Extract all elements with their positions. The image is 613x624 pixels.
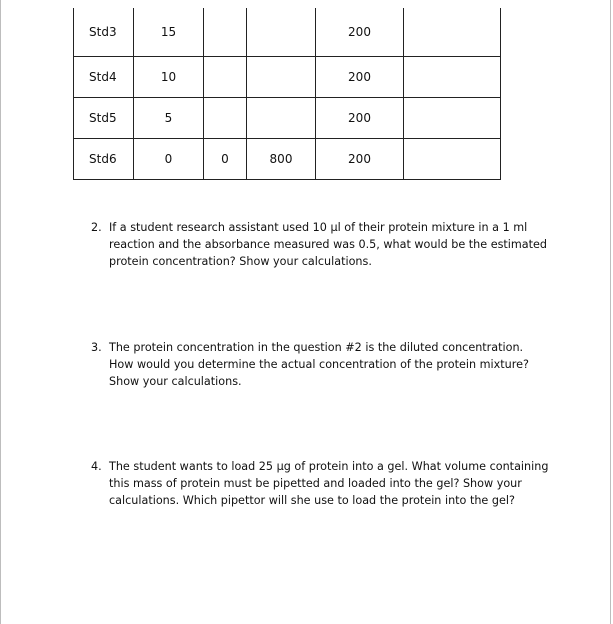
- table-cell: 200: [316, 139, 404, 180]
- table-cell: [247, 8, 316, 57]
- table-cell: [204, 98, 247, 139]
- table-cell: [404, 98, 501, 139]
- table-cell: [404, 57, 501, 98]
- question-4: [91, 458, 549, 509]
- question-number: 3.: [91, 341, 102, 354]
- table-row: [74, 57, 501, 98]
- question-text: The student wants to load 25 µg of protein into a gel. What volume containing this mass of protein must be pipetted and loaded into the gel? Show your calculations. Which pipettor will she use to load the protein into the gel?: [109, 460, 549, 507]
- table-cell: 200: [316, 57, 404, 98]
- table-cell: [204, 57, 247, 98]
- table-row: [74, 139, 501, 180]
- row-label: Std4: [74, 57, 134, 98]
- question-text: If a student research assistant used 10 µl of their protein mixture in a 1 ml reaction and the absorbance measured was 0.5, what would be the estimated protein concentration? Show your calculations.: [109, 221, 548, 268]
- table-row: [74, 98, 501, 139]
- table-cell: 200: [316, 8, 404, 57]
- question-number: 4.: [91, 460, 102, 473]
- standards-table: [73, 8, 501, 180]
- table-cell: 200: [316, 98, 404, 139]
- table-cell: 0: [204, 139, 247, 180]
- table-cell: 15: [134, 8, 204, 57]
- table-cell: 5: [134, 98, 204, 139]
- table-cell: 10: [134, 57, 204, 98]
- table-cell: 800: [247, 139, 316, 180]
- question-text: The protein concentration in the question #2 is the diluted concentration. How would you determine the actual concentration of the protein mixture? Show your calculations.: [109, 341, 529, 388]
- table-cell: [247, 57, 316, 98]
- table-cell: [404, 8, 501, 57]
- question-2: [91, 219, 549, 270]
- table-cell: [247, 98, 316, 139]
- table-row: [74, 8, 501, 57]
- question-number: 2.: [91, 221, 102, 234]
- table-cell: [204, 8, 247, 57]
- row-label: Std5: [74, 98, 134, 139]
- table-cell: 0: [134, 139, 204, 180]
- row-label: Std3: [74, 8, 134, 57]
- row-label: Std6: [74, 139, 134, 180]
- table-cell: [404, 139, 501, 180]
- question-3: [91, 339, 549, 390]
